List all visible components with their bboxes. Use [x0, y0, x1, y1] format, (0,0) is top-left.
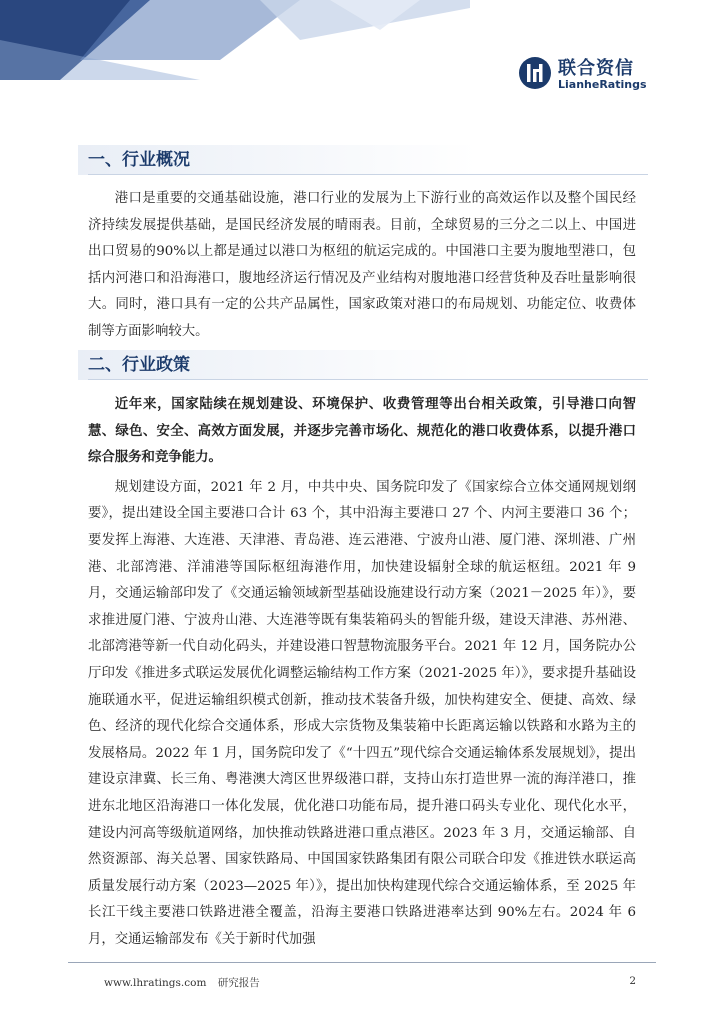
section-industry-overview: [88, 145, 636, 346]
logo-chinese-name: 联合资信: [558, 58, 634, 79]
lianhe-logo-icon: [518, 56, 552, 90]
footer-website-link[interactable]: www.lhratings.com: [104, 977, 207, 989]
section-title: 一、行业概况: [78, 145, 648, 175]
overview-paragraph: 港口是重要的交通基础设施，港口行业的发展为上下游行业的高效运作以及整个国民经济持续发展提供基础，是国民经济发展的晴雨表。目前，全球贸易的三分之二以上、中国进出口贸易的90%以上都是通过以港口为枢纽的航运完成的。中国港口主要为腹地型港口，包括内河港口和沿海港口，腹地经济运行情况及产业结构对腹地港口经营货种及吞吐量影响很大。同时，港口具有一定的公共产品属性，国家政策对港口的布局规划、功能定位、收费体制等方面影响较大。: [88, 191, 636, 339]
header-decoration: [0, 0, 470, 80]
section-title: 二、行业政策: [78, 350, 648, 380]
brand-logo: [518, 50, 648, 96]
section-industry-policy: [88, 350, 636, 953]
policy-paragraph: 规划建设方面，2021 年 2 月，中共中央、国务院印发了《国家综合立体交通网规划纲要》，提出建设全国主要港口合计 63 个，其中沿海主要港口 27 个、内河主要港口 36 个；要发挥上海港、大连港、天津港、青岛港、连云港港、宁波舟山港、厦门港、深圳港、广州港、北部湾港、洋浦港等国际枢纽海港作用，加快建设辐射全球的航运枢纽。2021 年 9 月，交通运输部印发了《交通运输领域新型基础设施建设行动方案（2021－2025 年）》，要求推进厦门港、宁波舟山港、大连港等既有集装箱码头的智能升级，建设天津港、苏州港、北部湾港等新一代自动化码头，并建设港口智慧物流服务平台。2021 年 12 月，国务院办公厅印发《推进多式联运发展优化调整运输结构工作方案（2021-2025 年）》，要求提升基础设施联通水平，促进运输组织模式创新，推动技术装备升级，加快构建安全、便捷、高效、绿色、经济的现代化综合交通体系，形成大宗货物及集装箱中长距离运输以铁路和水路为主的发展格局。2022 年 1 月，国务院印发了《“十四五”现代综合交通运输体系发展规划》，提出建设京津冀、长三角、粤港澳大湾区世界级港口群，支持山东打造世界一流的海洋港口，推进东北地区沿海港口一体化发展，优化港口功能布局，提升港口码头专业化、现代化水平，建设内河高等级航道网络，加快推动铁路进港口重点港区。2023 年 3 月，交通运输部、自然资源部、海关总署、国家铁路局、中国国家铁路集团有限公司联合印发《推进铁水联运高质量发展行动方案（2023—2025 年）》，提出加快构建现代综合交通运输体系，至 2025 年长江干线主要港口铁路进港全覆盖，沿海主要港口铁路进港率达到 90%左右。2024 年 6 月，交通运输部发布《关于新时代加强: [88, 479, 636, 947]
policy-summary: 近年来，国家陆续在规划建设、环境保护、收费管理等出台相关政策，引导港口向智慧、绿色、安全、高效方面发展，并逐步完善市场化、规范化的港口收费体系，以提升港口综合服务和竞争能力。: [88, 396, 636, 466]
logo-english-name: LianheRatings: [558, 78, 647, 91]
footer-source: [104, 975, 260, 990]
footer-report-type: 研究报告: [217, 977, 260, 989]
footer-divider: [68, 962, 656, 963]
page-number: 2: [629, 975, 636, 987]
